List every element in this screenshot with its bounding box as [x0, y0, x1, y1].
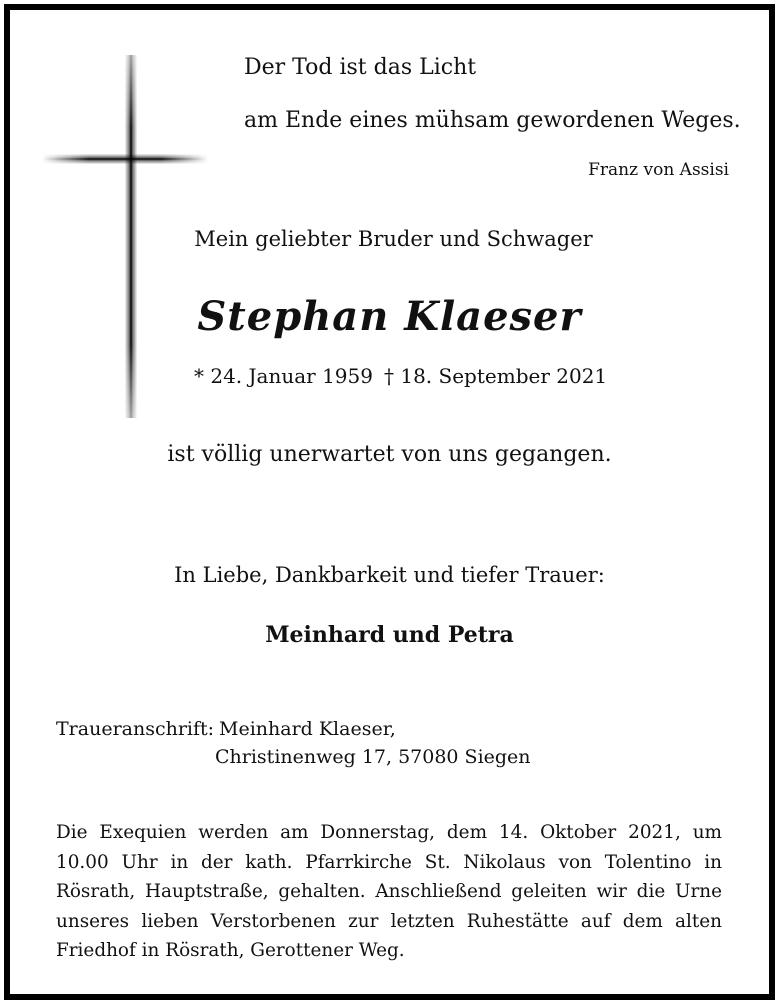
intro-text: Mein geliebter Bruder und Schwager — [194, 227, 593, 251]
address-name: Meinhard Klaeser, — [219, 718, 396, 740]
address-label: Traueranschrift: — [56, 718, 215, 740]
funeral-details: Die Exequien werden am Donnerstag, dem 14. Oktober 2021, um 10.00 Uhr in der kath. Pfarrkirche St. Nikolaus von Tolentino in Rösrath, Hauptstraße, gehalten. Anschließend geleiten wir die Urne unseres lieben Verstorbenen zur letzten Ruhestätte auf dem alten Friedhof in Rösrath, Gerottener Weg. — [56, 822, 722, 961]
address-street: Christinenweg 17, 57080 Siegen — [215, 746, 531, 768]
death-date: † 18. September 2021 — [384, 364, 608, 388]
quote-line-1: Der Tod ist das Licht — [244, 55, 477, 80]
obituary-notice — [4, 4, 775, 1000]
mourners: Meinhard und Petra — [265, 622, 514, 648]
passed-text: ist völlig unerwartet von uns gegangen. — [167, 442, 612, 467]
quote-author: Franz von Assisi — [588, 160, 729, 180]
birth-date: * 24. Januar 1959 — [194, 364, 373, 388]
quote-line-2: am Ende eines mühsam gewordenen Weges. — [244, 108, 741, 133]
grief-text: In Liebe, Dankbarkeit und tiefer Trauer: — [174, 563, 605, 587]
deceased-name: Stephan Klaeser — [197, 293, 582, 340]
